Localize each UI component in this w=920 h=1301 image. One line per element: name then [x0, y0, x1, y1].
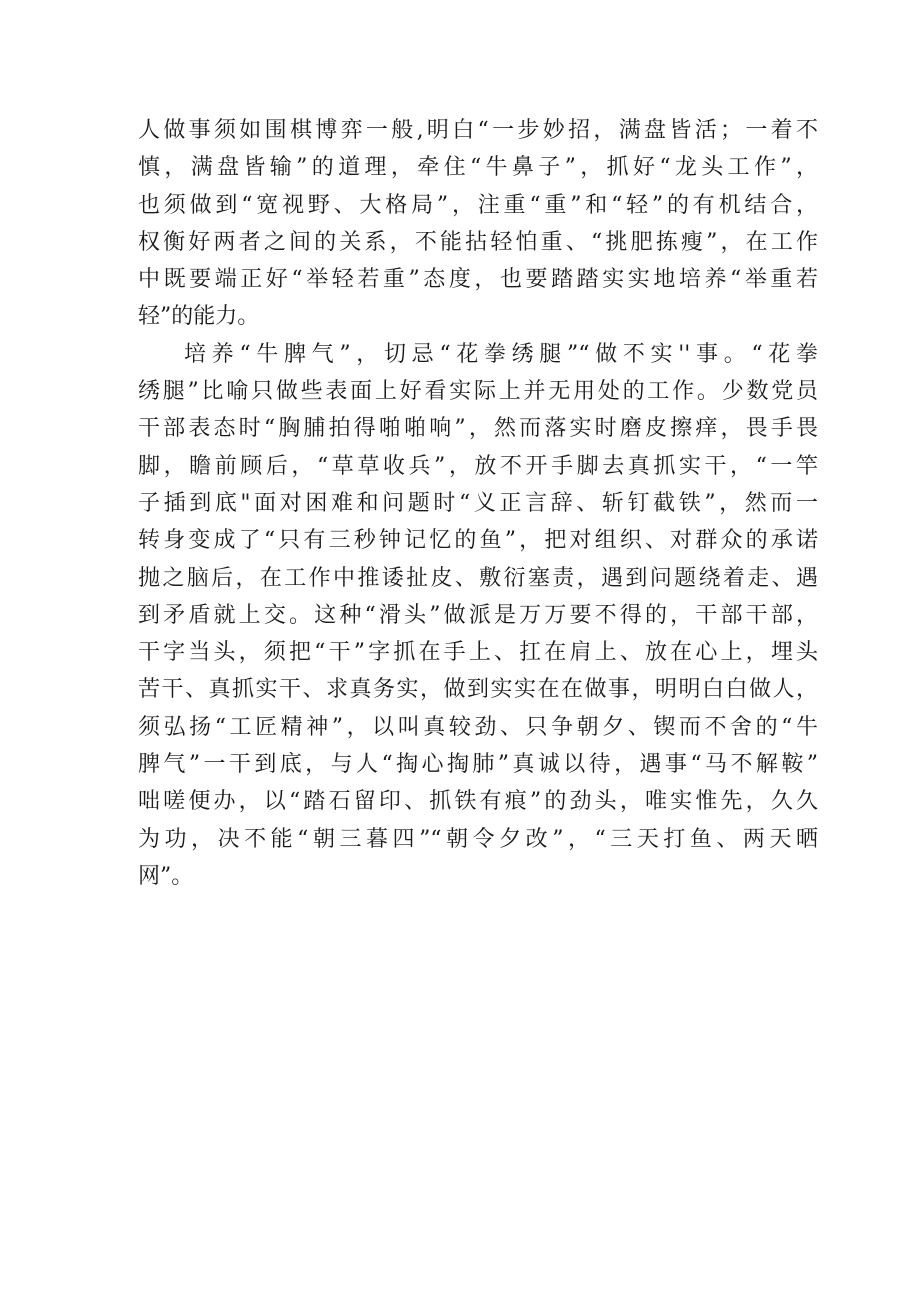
body-text — [138, 112, 818, 895]
text-line: 脾气”一干到底，与人“掏心掏肺”真诚以待，遇事“马不解鞍” — [138, 752, 818, 778]
text-line: 培养“牛脾气”，切忌“花拳绣腿”“做不实''事。“花拳 — [184, 341, 818, 367]
text-line: 脚，瞻前顾后，“草草收兵”，放不开手脚去真抓实干，“一竿 — [138, 453, 818, 479]
text-line: 苦干、真抓实干、求真务实，做到实实在在做事，明明白白做人， — [138, 677, 818, 703]
text-line: 慎，满盘皆输”的道理，牵住“牛鼻子”，抓好“龙头工作”， — [138, 155, 818, 181]
text-line: 抛之脑后，在工作中推诿扯皮、敷衍塞责，遇到问题绕着走、遇 — [138, 565, 818, 591]
text-line: 到矛盾就上交。这种“滑头”做派是万万要不得的，干部干部， — [138, 602, 818, 628]
paragraph-1 — [138, 112, 818, 336]
text-line: 轻”的能力。 — [138, 304, 260, 330]
text-line: 中既要端正好“举轻若重”态度，也要踏踏实实地培养“举重若 — [138, 267, 818, 293]
text-line: 咄嗟便办，以“踏石留印、抓铁有痕”的劲头，唯实惟先，久久 — [138, 789, 818, 815]
paragraph-2 — [138, 336, 818, 895]
text-line: 也须做到“宽视野、大格局”，注重“重”和“轻”的有机结合， — [138, 192, 818, 218]
text-line: 人做事须如围棋博弈一般,明白“一步妙招，满盘皆活；一着不 — [138, 118, 818, 143]
text-line: 干字当头，须把“干”字抓在手上、扛在肩上、放在心上，埋头 — [138, 640, 818, 666]
text-line: 干部表态时“胸脯拍得啪啪响”，然而落实时磨皮擦痒，畏手畏 — [138, 416, 818, 442]
text-line: 绣腿”比喻只做些表面上好看实际上并无用处的工作。少数党员 — [138, 379, 818, 405]
text-line: 网”。 — [138, 863, 194, 889]
text-line: 须弘扬“工匠精神”，以叫真较劲、只争朝夕、锲而不舍的“牛 — [138, 714, 818, 740]
text-line: 权衡好两者之间的关系，不能拈轻怕重、“挑肥拣瘦”，在工作 — [138, 229, 818, 255]
text-line: 转身变成了“只有三秒钟记忆的鱼”，把对组织、对群众的承诺 — [138, 528, 818, 554]
text-line: 子插到底"面对困难和问题时“义正言辞、斩钉截铁”，然而一 — [138, 490, 818, 516]
text-line: 为功，决不能“朝三暮四”“朝令夕改”，“三天打鱼、两天晒 — [138, 826, 818, 852]
